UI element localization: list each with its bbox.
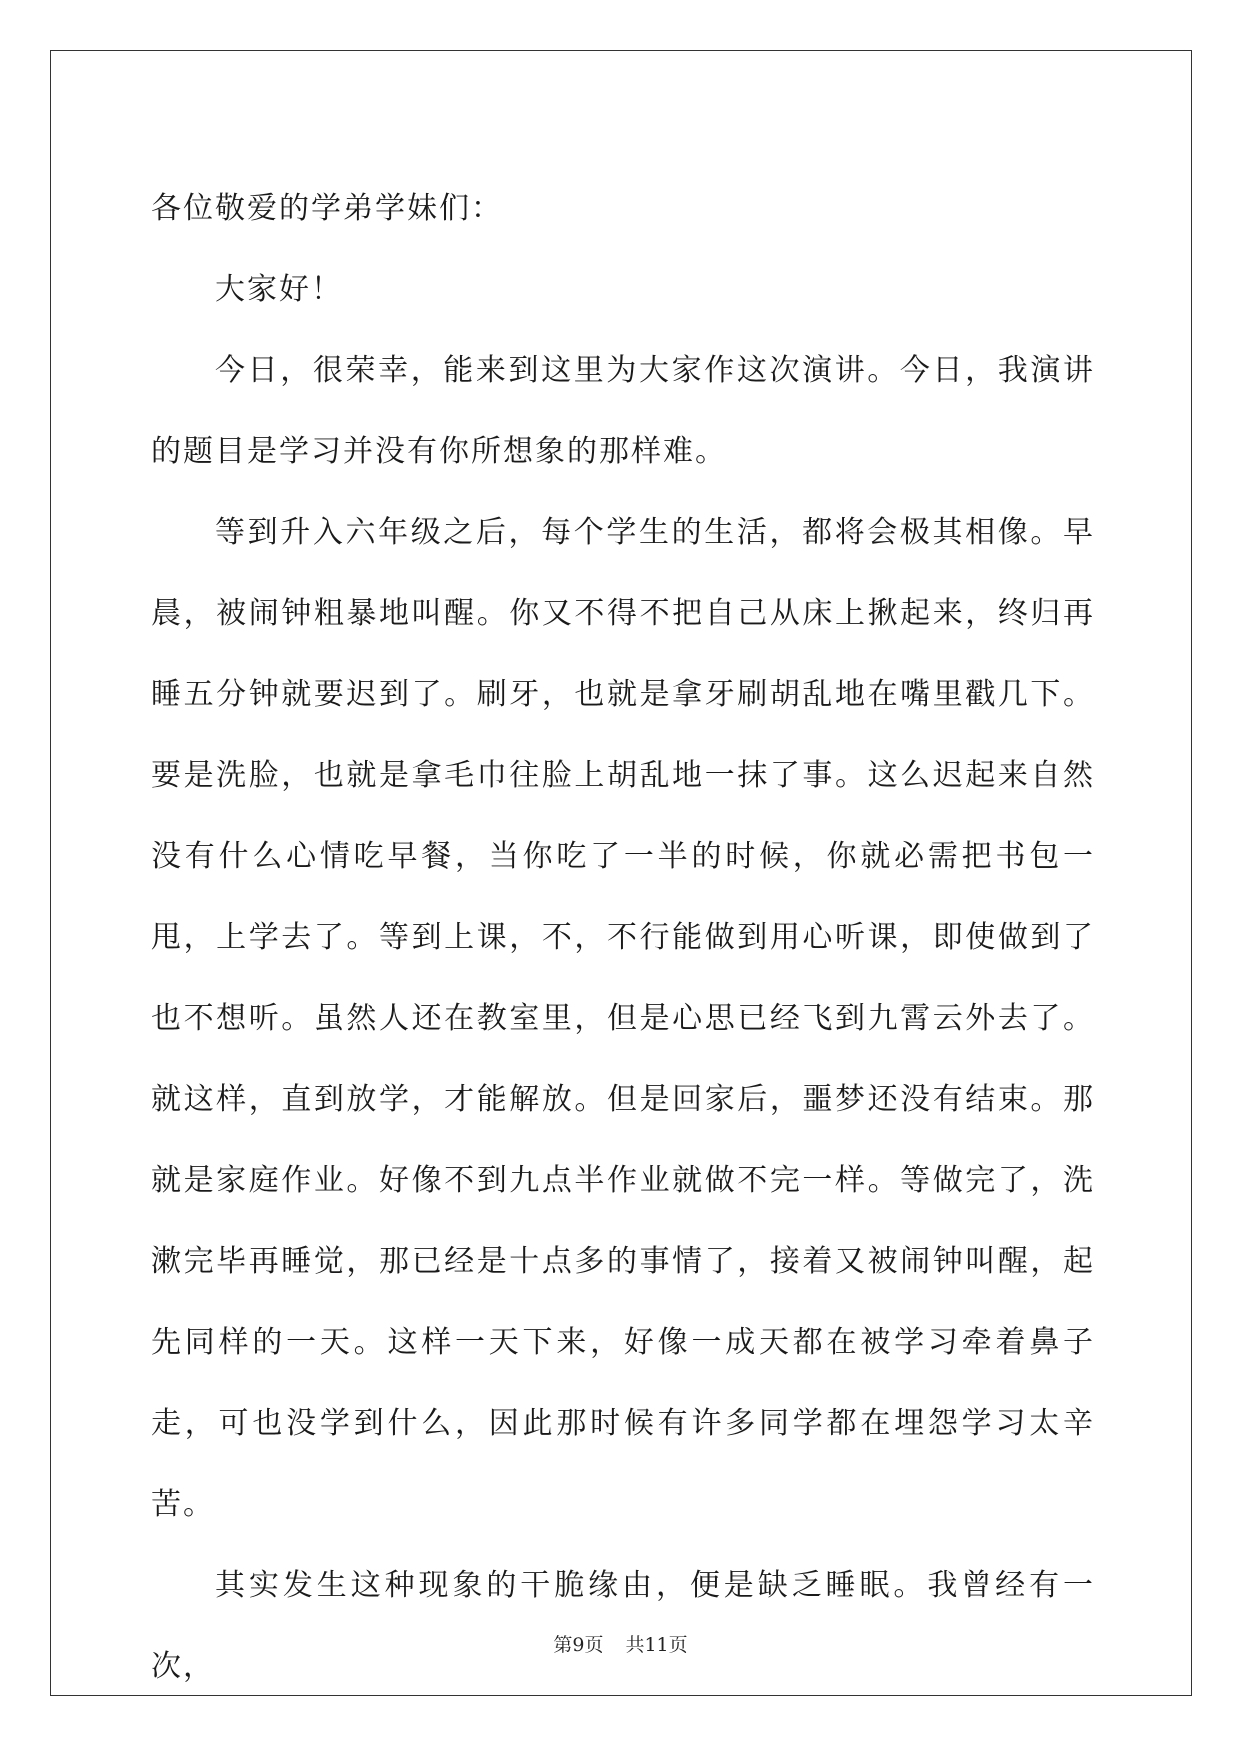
page-footer xyxy=(0,1630,1241,1657)
page-number: 第9页 xyxy=(553,1634,604,1656)
paragraph-intro: 今日，很荣幸，能来到这里为大家作这次演讲。今日，我演讲的题目是学习并没有你所想象的那样难。 xyxy=(151,353,1095,469)
page-total: 共11页 xyxy=(625,1634,688,1656)
salutation: 各位敬爱的学弟学妹们： xyxy=(151,191,503,226)
document-body xyxy=(151,168,1095,1707)
paragraph-greeting: 大家好！ xyxy=(215,272,343,307)
paragraph-reason: 其实发生这种现象的干脆缘由，便是缺乏睡眠。我曾经有一次， xyxy=(151,1568,1095,1684)
paragraph-daily-life: 等到升入六年级之后，每个学生的生活，都将会极其相像。早晨，被闹钟粗暴地叫醒。你又不得不把自己从床上揪起来，终归再睡五分钟就要迟到了。刷牙，也就是拿牙刷胡乱地在嘴里戳几下。要是洗脸，也就是拿毛巾往脸上胡乱地一抹了事。这么迟起来自然没有什么心情吃早餐，当你吃了一半的时候，你就必需把书包一甩，上学去了。等到上课，不，不行能做到用心听课，即使做到了也不想听。虽然人还在教室里，但是心思已经飞到九霄云外去了。就这样，直到放学，才能解放。但是回家后，噩梦还没有结束。那就是家庭作业。好像不到九点半作业就做不完一样。等做完了，洗漱完毕再睡觉，那已经是十点多的事情了，接着又被闹钟叫醒，起先同样的一天。这样一天下来，好像一成天都在被学习牵着鼻子走，可也没学到什么，因此那时候有许多同学都在埋怨学习太辛苦。 xyxy=(151,515,1095,1522)
